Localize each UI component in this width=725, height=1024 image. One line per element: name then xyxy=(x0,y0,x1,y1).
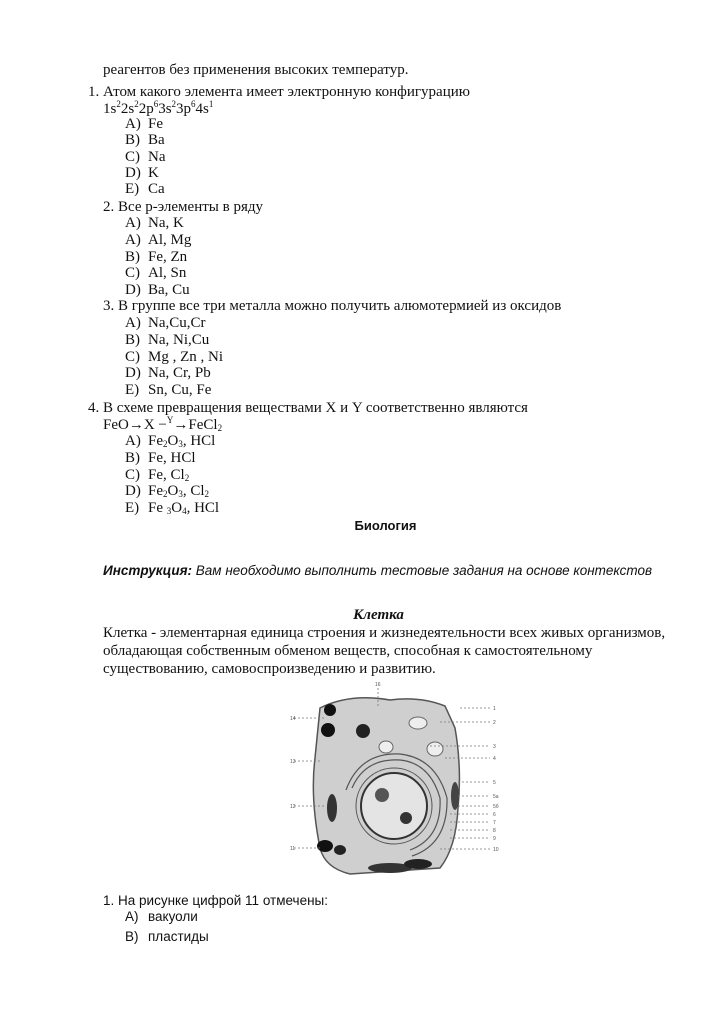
instruction: Инструкция: Вам необходимо выполнить тестовые задания на основе контекстов xyxy=(103,563,653,578)
figure-label: 12 xyxy=(290,804,296,810)
answer-option: D) Ba, Cu xyxy=(125,282,190,298)
figure-label: 5б xyxy=(493,804,499,810)
answer-option: A) Na,Cu,Cr xyxy=(125,315,206,331)
question-text: Атом какого элемента имеет электронную конфигурацию xyxy=(103,84,470,100)
paragraph-line: обладающая собственным обменом веществ, способная к самостоятельному xyxy=(103,643,593,659)
figure-label: 2 xyxy=(493,720,496,726)
answer-option: A) Na, K xyxy=(125,215,184,231)
answer-option: A) вакуоли xyxy=(125,909,198,924)
answer-option: D) K xyxy=(125,165,159,181)
question-number: 1. xyxy=(88,84,100,100)
answer-option: C) Na xyxy=(125,149,166,165)
figure-label: 1 xyxy=(493,706,496,712)
figure-label: 6 xyxy=(493,812,496,818)
continuation-text: реагентов без применения высоких температур. xyxy=(103,62,409,78)
figure-label: 9 xyxy=(493,836,496,842)
answer-option: A) Fe xyxy=(125,116,163,132)
section-heading: Биология xyxy=(354,518,417,533)
answer-option: B) Fe, HCl xyxy=(125,450,196,466)
figure-label: 14 xyxy=(290,716,296,722)
question-3: 3. В группе все три металла можно получить алюмотермией из оксидов xyxy=(103,298,562,314)
answer-option: E) Ca xyxy=(125,181,165,197)
answer-option: A) $Fe_2O_3$, HCl xyxy=(125,433,216,449)
figure-label: 8 xyxy=(493,828,496,834)
reaction-scheme: FeO→X −$^Y$→FeCl$_2$ xyxy=(103,415,223,433)
figure-label: 5а xyxy=(493,794,499,800)
figure-label: 13 xyxy=(290,759,296,765)
figure-label: 10 xyxy=(493,847,499,853)
answer-option: D) Na, Cr, Pb xyxy=(125,365,211,381)
question-1 xyxy=(88,84,470,101)
answer-option: D) $Fe_2O_3$, $Cl_2$ xyxy=(125,483,210,499)
figure-label: 7 xyxy=(493,820,496,826)
answer-option: B) Ba xyxy=(125,132,165,148)
paragraph-line: существованию, самовоспроизведению и развитию. xyxy=(103,661,436,677)
electron-config: $1s^22s^22p^63s^23p^64s^1$ xyxy=(103,99,214,117)
figure-label: 16 xyxy=(375,682,381,688)
answer-option: B) Na, Ni,Cu xyxy=(125,332,210,348)
animal-cell-diagram xyxy=(290,678,510,876)
topic-title: Клетка xyxy=(353,607,404,623)
answer-option: C) Mg , Zn , Ni xyxy=(125,349,223,365)
figure-label: 4 xyxy=(493,756,496,762)
answer-option: B) пластиды xyxy=(125,929,209,944)
answer-option: C) Fe, $Cl_2$ xyxy=(125,467,190,483)
question-4: 4. В схеме превращения веществами X и Y соответственно являются xyxy=(88,400,528,416)
figure-label: 11 xyxy=(290,846,296,852)
answer-option: B) Fe, Zn xyxy=(125,249,188,265)
paragraph-line: Клетка - элементарная единица строения и жизнедеятельности всех живых организмов, xyxy=(103,625,666,641)
answer-option: A) Al, Mg xyxy=(125,232,192,248)
answer-option: E) Fe $_3O_4$, HCl xyxy=(125,500,220,516)
figure-label: 3 xyxy=(493,744,496,750)
answer-option: C) Al, Sn xyxy=(125,265,187,281)
figure-label: 5 xyxy=(493,780,496,786)
question-2: 2. Все p-элементы в ряду xyxy=(103,199,263,215)
answer-option: E) Sn, Cu, Fe xyxy=(125,382,212,398)
bio-question-1: 1. На рисунке цифрой 11 отмечены: xyxy=(103,893,328,908)
